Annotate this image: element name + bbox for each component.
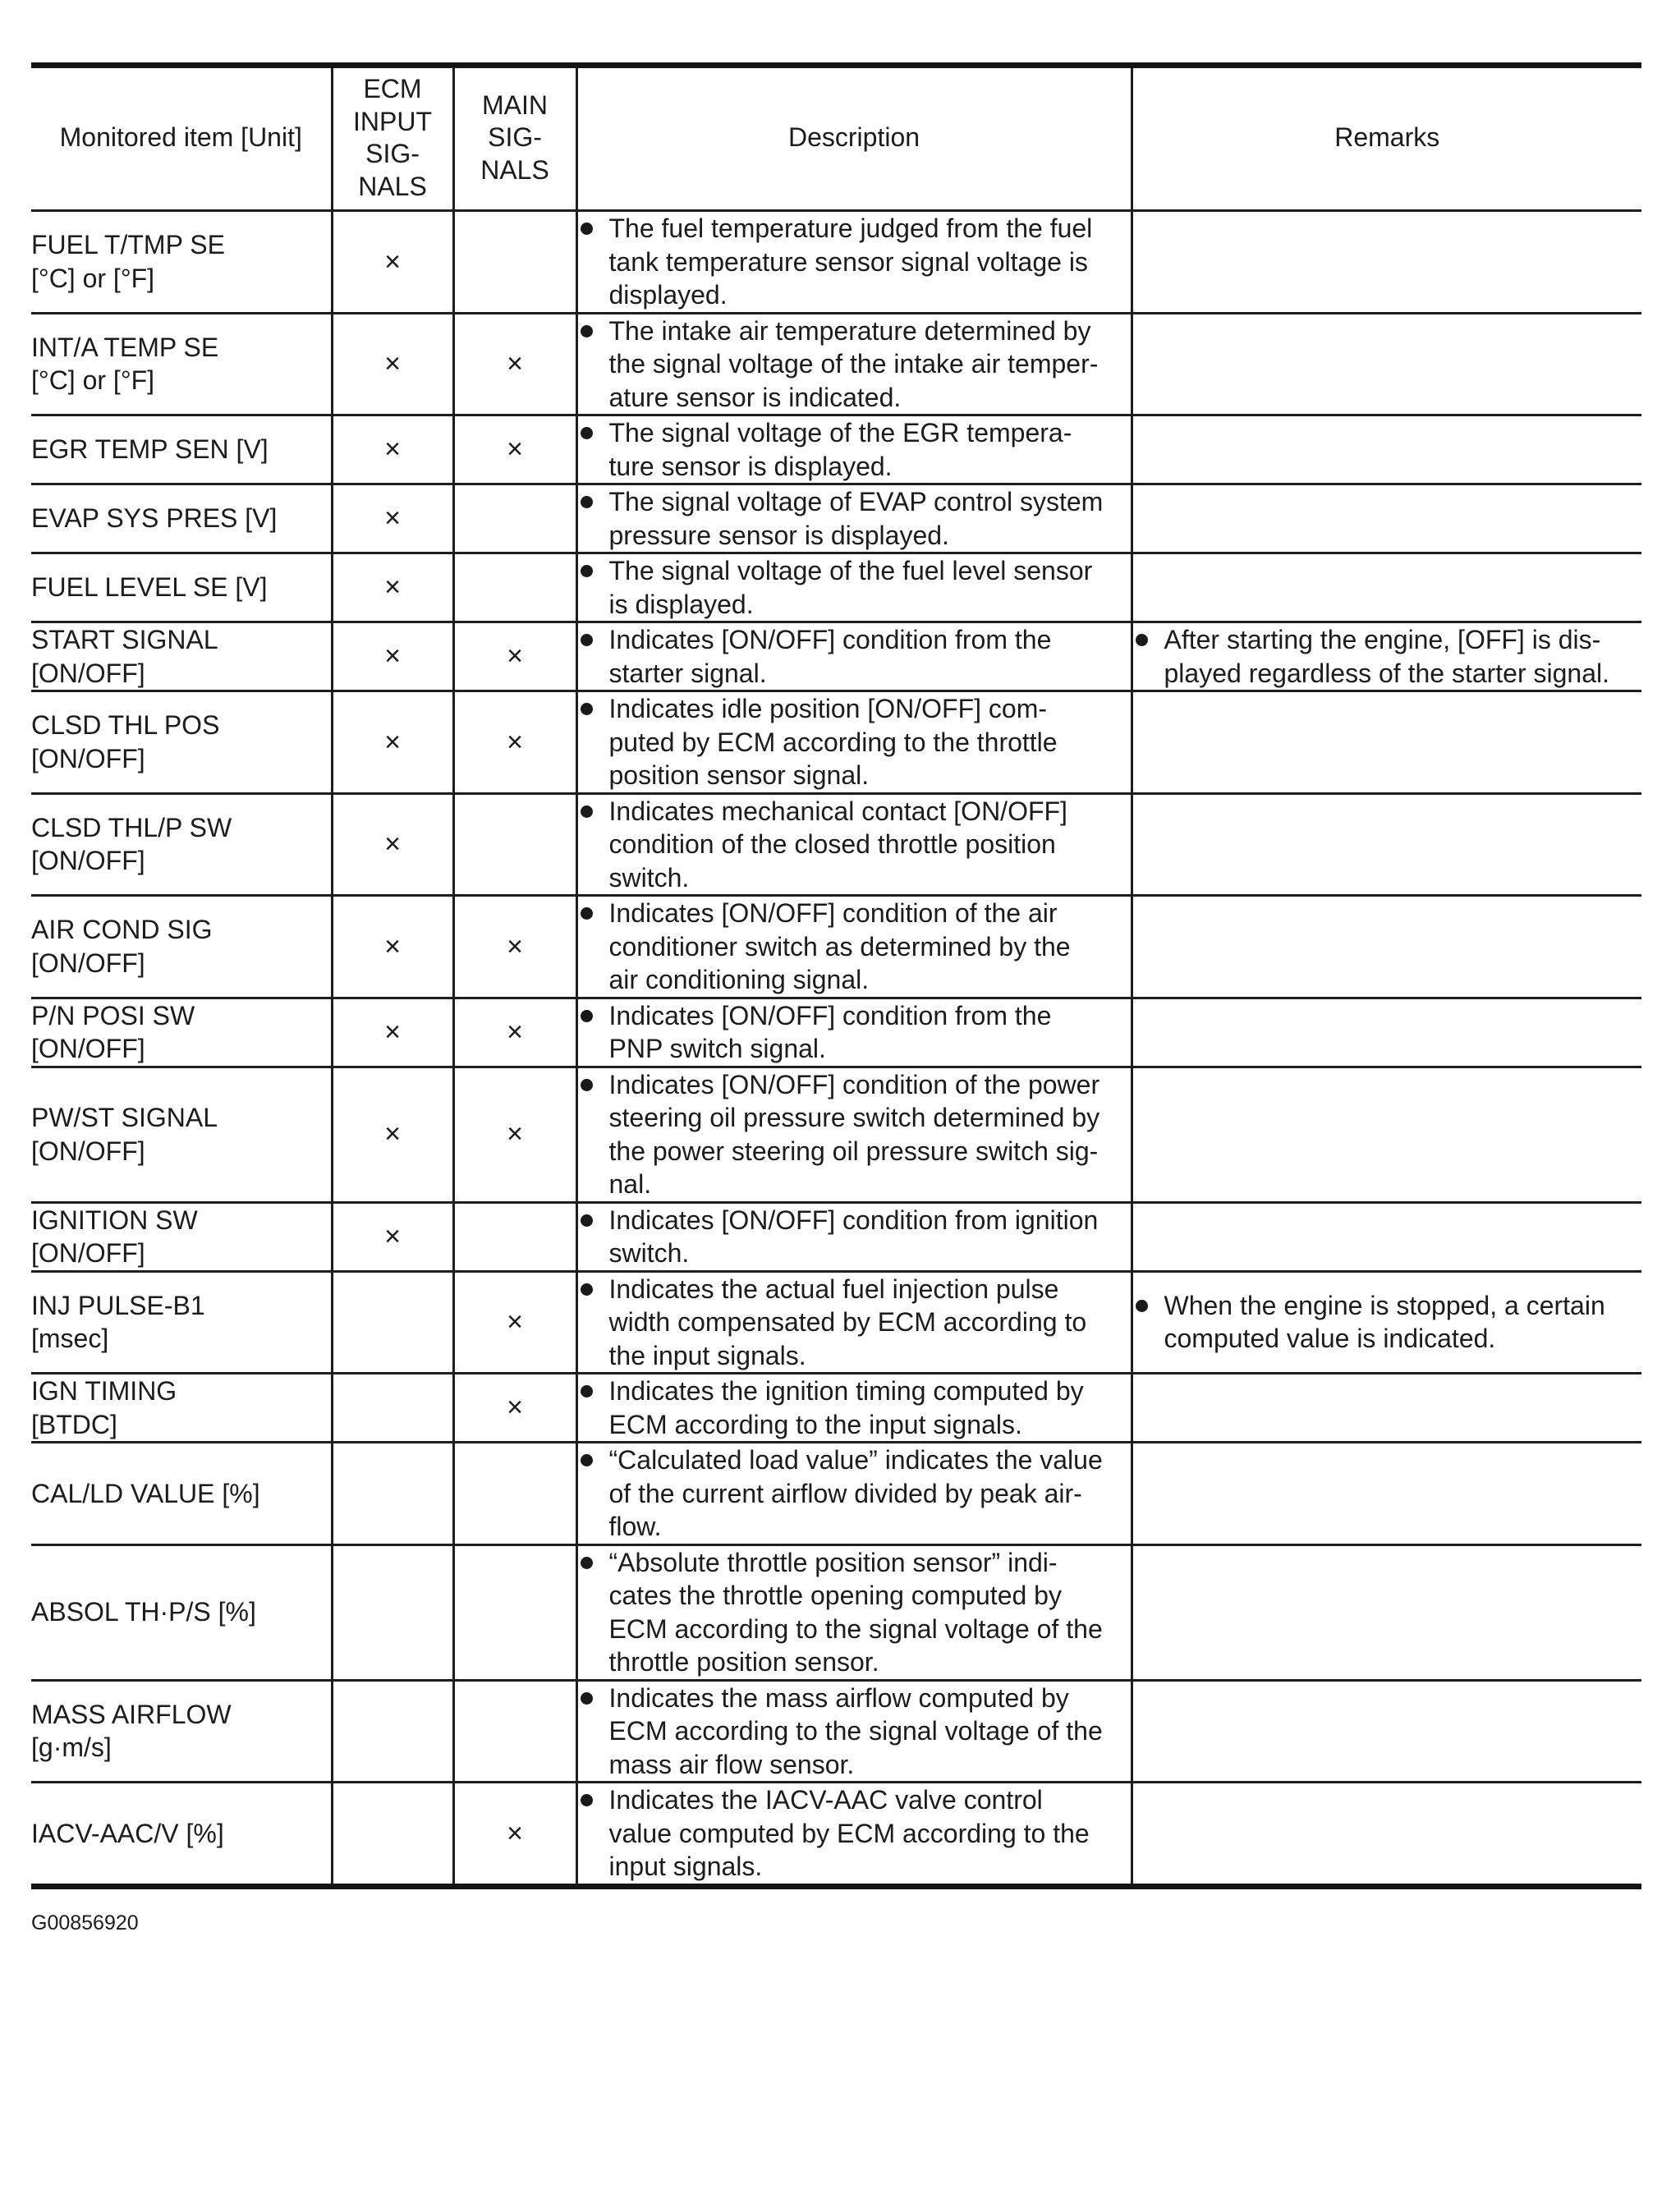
description-line: air conditioning signal. bbox=[608, 965, 870, 994]
cell-description bbox=[576, 1374, 1132, 1443]
description-bullet-item bbox=[578, 485, 1131, 552]
description-bullet-item bbox=[578, 1682, 1131, 1782]
bullet-dot bbox=[581, 1079, 593, 1091]
cell-ecm-input-signal bbox=[332, 998, 453, 1067]
main-signal-mark: × bbox=[507, 726, 523, 758]
cell-description bbox=[576, 896, 1132, 998]
description-line: Indicates the ignition timing computed by bbox=[608, 1376, 1084, 1406]
monitored-item-line: START SIGNAL bbox=[31, 625, 218, 654]
ecm-input-mark: × bbox=[384, 503, 401, 535]
description-line: Indicates [ON/OFF] condition from ignition bbox=[608, 1205, 1099, 1235]
description-line: “Absolute throttle position sensor” indi- bbox=[608, 1547, 1058, 1577]
description-line: of the current airflow divided by peak air- bbox=[608, 1478, 1082, 1508]
remarks-line: played regardless of the starter signal. bbox=[1164, 658, 1610, 688]
monitored-item-line: [°C] or [°F] bbox=[31, 263, 155, 293]
cell-description bbox=[576, 415, 1132, 484]
description-line: The signal voltage of the fuel level sensor bbox=[608, 556, 1093, 585]
cell-ecm-input-signal bbox=[332, 553, 453, 622]
bullet-dot bbox=[581, 805, 593, 818]
header-line: SIG- bbox=[365, 139, 420, 168]
cell-main-signal bbox=[453, 1067, 576, 1202]
cell-remarks bbox=[1132, 691, 1641, 794]
monitored-item-line: [ON/OFF] bbox=[31, 846, 145, 876]
bullet-dot bbox=[581, 1692, 593, 1705]
monitored-item-line: AIR COND SIG bbox=[31, 915, 213, 945]
bullet-dot bbox=[581, 1557, 593, 1569]
cell-main-signal bbox=[453, 1680, 576, 1783]
description-bullet-item bbox=[578, 554, 1131, 621]
bullet-dot bbox=[1136, 634, 1148, 646]
description-line: starter signal. bbox=[608, 658, 767, 688]
cell-ecm-input-signal bbox=[332, 793, 453, 896]
header-main-signals bbox=[453, 66, 576, 211]
description-line: switch. bbox=[608, 862, 690, 893]
cell-monitored-item bbox=[31, 998, 332, 1067]
cell-main-signal bbox=[453, 896, 576, 998]
ecm-input-mark: × bbox=[384, 1016, 401, 1048]
cell-description bbox=[576, 622, 1132, 691]
main-signal-mark: × bbox=[507, 348, 523, 379]
bullet-dot bbox=[581, 634, 593, 646]
cell-ecm-input-signal bbox=[332, 896, 453, 998]
cell-monitored-item bbox=[31, 1374, 332, 1443]
cell-ecm-input-signal bbox=[332, 1680, 453, 1783]
monitored-item-line: FUEL T/TMP SE bbox=[31, 230, 225, 260]
cell-remarks bbox=[1132, 415, 1641, 484]
bullet-dot bbox=[581, 1214, 593, 1227]
cell-main-signal bbox=[453, 211, 576, 314]
cell-ecm-input-signal bbox=[332, 1271, 453, 1374]
description-line: Indicates mechanical contact [ON/OFF] bbox=[608, 796, 1067, 826]
cell-remarks bbox=[1132, 1271, 1641, 1374]
cell-monitored-item bbox=[31, 553, 332, 622]
table-row bbox=[31, 1271, 1641, 1374]
description-bullet-item bbox=[578, 1443, 1131, 1544]
cell-monitored-item bbox=[31, 484, 332, 553]
monitored-item-line: [BTDC] bbox=[31, 1409, 117, 1439]
description-line: Indicates [ON/OFF] condition from the bbox=[608, 1000, 1052, 1030]
remarks-line: After starting the engine, [OFF] is dis- bbox=[1164, 625, 1601, 654]
cell-main-signal bbox=[453, 1783, 576, 1887]
description-line: the signal voltage of the intake air temper- bbox=[608, 349, 1099, 379]
description-line: pressure sensor is displayed. bbox=[608, 520, 949, 550]
description-line: “Calculated load value” indicates the value bbox=[608, 1445, 1103, 1475]
table-row bbox=[31, 1202, 1641, 1271]
header-monitored-item: Monitored item [Unit] bbox=[31, 66, 332, 211]
description-line: Indicates the IACV-AAC valve control bbox=[608, 1785, 1043, 1815]
cell-main-signal bbox=[453, 1374, 576, 1443]
remarks-line: computed value is indicated. bbox=[1164, 1324, 1496, 1354]
monitored-item-line: INJ PULSE-B1 bbox=[31, 1290, 205, 1320]
description-line: steering oil pressure switch determined by bbox=[608, 1103, 1100, 1132]
description-line: Indicates [ON/OFF] condition of the air bbox=[608, 898, 1058, 928]
cell-monitored-item bbox=[31, 313, 332, 415]
table-row bbox=[31, 1544, 1641, 1680]
monitored-item-line: [ON/OFF] bbox=[31, 1136, 145, 1166]
monitored-item-line: CAL/LD VALUE [%] bbox=[31, 1478, 260, 1508]
description-bullet-item bbox=[578, 1273, 1131, 1373]
ecm-input-mark: × bbox=[384, 571, 401, 603]
monitored-item-line: IGN TIMING bbox=[31, 1376, 177, 1406]
ecm-input-mark: × bbox=[384, 828, 401, 860]
cell-ecm-input-signal bbox=[332, 484, 453, 553]
monitored-items-table bbox=[31, 62, 1641, 1889]
table-body bbox=[31, 211, 1641, 1887]
description-line: switch. bbox=[608, 1238, 690, 1268]
table-row bbox=[31, 622, 1641, 691]
description-bullet-item bbox=[578, 897, 1131, 997]
cell-main-signal bbox=[453, 1544, 576, 1680]
cell-description bbox=[576, 313, 1132, 415]
ecm-input-mark: × bbox=[384, 1220, 401, 1252]
cell-remarks bbox=[1132, 1544, 1641, 1680]
monitored-item-line: PW/ST SIGNAL bbox=[31, 1103, 218, 1132]
cell-main-signal bbox=[453, 415, 576, 484]
header-ecm-input-signals bbox=[332, 66, 453, 211]
cell-ecm-input-signal bbox=[332, 1067, 453, 1202]
monitored-item-line: MASS AIRFLOW bbox=[31, 1699, 232, 1729]
description-bullet-item bbox=[578, 1546, 1131, 1679]
cell-main-signal bbox=[453, 484, 576, 553]
cell-remarks bbox=[1132, 1783, 1641, 1887]
cell-monitored-item bbox=[31, 1544, 332, 1680]
cell-monitored-item bbox=[31, 622, 332, 691]
description-line: Indicates idle position [ON/OFF] com- bbox=[608, 694, 1048, 723]
header-line: NALS bbox=[480, 154, 549, 185]
cell-description bbox=[576, 998, 1132, 1067]
main-signal-mark: × bbox=[507, 930, 523, 962]
monitored-item-line: ABSOL TH·P/S [%] bbox=[31, 1597, 256, 1627]
description-line: conditioner switch as determined by the bbox=[608, 931, 1071, 961]
cell-remarks bbox=[1132, 313, 1641, 415]
cell-description bbox=[576, 1783, 1132, 1887]
description-line: ECM according to the signal voltage of the bbox=[608, 1716, 1103, 1746]
monitored-item-line: EVAP SYS PRES [V] bbox=[31, 503, 278, 534]
bullet-dot bbox=[581, 325, 593, 337]
main-signal-mark: × bbox=[507, 434, 523, 466]
cell-main-signal bbox=[453, 793, 576, 896]
ecm-input-mark: × bbox=[384, 1118, 401, 1150]
description-line: Indicates the mass airflow computed by bbox=[608, 1682, 1069, 1713]
table-row bbox=[31, 896, 1641, 998]
table-row bbox=[31, 313, 1641, 415]
cell-description bbox=[576, 1067, 1132, 1202]
cell-ecm-input-signal bbox=[332, 1202, 453, 1271]
bullet-dot bbox=[581, 703, 593, 715]
monitored-item-line: [ON/OFF] bbox=[31, 948, 145, 978]
cell-remarks bbox=[1132, 896, 1641, 998]
cell-monitored-item bbox=[31, 793, 332, 896]
header-description: Description bbox=[576, 66, 1132, 211]
cell-description bbox=[576, 1544, 1132, 1680]
cell-main-signal bbox=[453, 691, 576, 794]
description-line: ture sensor is displayed. bbox=[608, 451, 893, 481]
description-line: width compensated by ECM according to bbox=[608, 1307, 1087, 1337]
description-bullet-item bbox=[578, 1374, 1131, 1441]
header-line: MAIN bbox=[482, 89, 548, 120]
description-line: is displayed. bbox=[608, 589, 754, 619]
description-line: ECM according to the input signals. bbox=[608, 1409, 1022, 1439]
monitored-item-line: [ON/OFF] bbox=[31, 658, 145, 688]
description-line: value computed by ECM according to the bbox=[608, 1818, 1090, 1848]
table-row bbox=[31, 415, 1641, 484]
cell-description bbox=[576, 484, 1132, 553]
cell-remarks bbox=[1132, 1067, 1641, 1202]
description-line: mass air flow sensor. bbox=[608, 1749, 855, 1779]
description-line: Indicates the actual fuel injection pulse bbox=[608, 1274, 1059, 1304]
monitored-item-line: IACV-AAC/V [%] bbox=[31, 1818, 224, 1848]
cell-main-signal bbox=[453, 998, 576, 1067]
ecm-input-mark: × bbox=[384, 640, 401, 672]
bullet-dot bbox=[581, 427, 593, 439]
header-line: INPUT bbox=[353, 106, 432, 136]
monitored-item-line: [ON/OFF] bbox=[31, 743, 145, 773]
cell-description bbox=[576, 211, 1132, 314]
description-line: position sensor signal. bbox=[608, 760, 870, 790]
description-line: Indicates [ON/OFF] condition from the bbox=[608, 625, 1052, 654]
description-bullet-item bbox=[578, 692, 1131, 792]
cell-description bbox=[576, 1271, 1132, 1374]
cell-ecm-input-signal bbox=[332, 1443, 453, 1545]
description-line: flow. bbox=[608, 1512, 662, 1541]
cell-remarks bbox=[1132, 793, 1641, 896]
monitored-item-line: [msec] bbox=[31, 1324, 109, 1354]
cell-monitored-item bbox=[31, 1067, 332, 1202]
description-line: the power steering oil pressure switch sig- bbox=[608, 1136, 1099, 1166]
cell-ecm-input-signal bbox=[332, 1783, 453, 1887]
cell-remarks bbox=[1132, 484, 1641, 553]
remarks-bullet-item bbox=[1133, 1289, 1642, 1356]
description-bullet-item bbox=[578, 1204, 1131, 1270]
cell-remarks bbox=[1132, 1680, 1641, 1783]
description-bullet-item bbox=[578, 1783, 1131, 1884]
ecm-input-mark: × bbox=[384, 930, 401, 962]
monitored-item-line: P/N POSI SW bbox=[31, 1000, 195, 1030]
cell-remarks bbox=[1132, 1374, 1641, 1443]
table-row bbox=[31, 553, 1641, 622]
description-line: displayed. bbox=[608, 280, 728, 310]
cell-main-signal bbox=[453, 1202, 576, 1271]
cell-main-signal bbox=[453, 1443, 576, 1545]
cell-remarks bbox=[1132, 622, 1641, 691]
cell-monitored-item bbox=[31, 1271, 332, 1374]
description-bullet-item bbox=[578, 212, 1131, 312]
cell-description bbox=[576, 1202, 1132, 1271]
remarks-line: When the engine is stopped, a certain bbox=[1164, 1290, 1605, 1320]
cell-ecm-input-signal bbox=[332, 313, 453, 415]
description-line: the input signals. bbox=[608, 1340, 806, 1370]
cell-main-signal bbox=[453, 313, 576, 415]
monitored-item-line: [ON/OFF] bbox=[31, 1034, 145, 1063]
description-line: The signal voltage of the EGR tempera- bbox=[608, 418, 1072, 447]
description-bullet-item bbox=[578, 623, 1131, 690]
description-line: input signals. bbox=[608, 1852, 763, 1881]
remarks-bullet-item bbox=[1133, 623, 1642, 690]
ecm-input-mark: × bbox=[384, 246, 401, 278]
description-line: PNP switch signal. bbox=[608, 1034, 826, 1063]
cell-main-signal bbox=[453, 1271, 576, 1374]
cell-remarks bbox=[1132, 1202, 1641, 1271]
cell-ecm-input-signal bbox=[332, 1374, 453, 1443]
cell-monitored-item bbox=[31, 691, 332, 794]
table-row bbox=[31, 1680, 1641, 1783]
document-sheet bbox=[31, 62, 1641, 1935]
ecm-input-mark: × bbox=[384, 348, 401, 379]
table-row bbox=[31, 1443, 1641, 1545]
monitored-item-line: [ON/OFF] bbox=[31, 1238, 145, 1268]
description-line: puted by ECM according to the throttle bbox=[608, 727, 1058, 757]
table-row bbox=[31, 998, 1641, 1067]
monitored-item-line: INT/A TEMP SE bbox=[31, 332, 219, 362]
cell-main-signal bbox=[453, 553, 576, 622]
header-remarks: Remarks bbox=[1132, 66, 1641, 211]
description-bullet-item bbox=[578, 416, 1131, 483]
cell-ecm-input-signal bbox=[332, 622, 453, 691]
main-signal-mark: × bbox=[507, 1306, 523, 1338]
cell-monitored-item bbox=[31, 1443, 332, 1545]
cell-monitored-item bbox=[31, 1680, 332, 1783]
monitored-item-line: CLSD THL POS bbox=[31, 710, 220, 741]
description-line: tank temperature sensor signal voltage is bbox=[608, 246, 1088, 277]
monitored-item-line: FUEL LEVEL SE [V] bbox=[31, 572, 268, 603]
ecm-input-mark: × bbox=[384, 434, 401, 466]
cell-description bbox=[576, 1680, 1132, 1783]
description-line: throttle position sensor. bbox=[608, 1647, 879, 1677]
monitored-item-line: [°C] or [°F] bbox=[31, 365, 155, 396]
cell-monitored-item bbox=[31, 415, 332, 484]
bullet-dot bbox=[581, 1385, 593, 1397]
table-row bbox=[31, 691, 1641, 794]
bullet-dot bbox=[581, 1283, 593, 1296]
bullet-dot bbox=[581, 1794, 593, 1806]
cell-remarks bbox=[1132, 1443, 1641, 1545]
cell-ecm-input-signal bbox=[332, 691, 453, 794]
table-row bbox=[31, 793, 1641, 896]
main-signal-mark: × bbox=[507, 1817, 523, 1849]
bullet-dot bbox=[581, 907, 593, 920]
description-bullet-item bbox=[578, 795, 1131, 895]
monitored-item-line: [g·m/s] bbox=[31, 1732, 112, 1763]
cell-monitored-item bbox=[31, 211, 332, 314]
description-line: condition of the closed throttle position bbox=[608, 829, 1056, 859]
cell-remarks bbox=[1132, 553, 1641, 622]
cell-remarks bbox=[1132, 998, 1641, 1067]
cell-description bbox=[576, 793, 1132, 896]
main-signal-mark: × bbox=[507, 1118, 523, 1150]
cell-monitored-item bbox=[31, 1202, 332, 1271]
description-bullet-item bbox=[578, 1068, 1131, 1201]
table-header-row bbox=[31, 66, 1641, 211]
description-line: nal. bbox=[608, 1169, 652, 1199]
description-line: cates the throttle opening computed by bbox=[608, 1581, 1062, 1610]
cell-description bbox=[576, 553, 1132, 622]
bullet-dot bbox=[581, 496, 593, 508]
cell-ecm-input-signal bbox=[332, 1544, 453, 1680]
main-signal-mark: × bbox=[507, 1392, 523, 1424]
bullet-dot bbox=[581, 1454, 593, 1466]
bullet-dot bbox=[1136, 1300, 1148, 1312]
table-row bbox=[31, 1067, 1641, 1202]
bullet-dot bbox=[581, 565, 593, 577]
description-bullet-item bbox=[578, 999, 1131, 1066]
description-line: Indicates [ON/OFF] condition of the power bbox=[608, 1069, 1100, 1099]
cell-monitored-item bbox=[31, 896, 332, 998]
cell-description bbox=[576, 1443, 1132, 1545]
table-row bbox=[31, 1783, 1641, 1887]
ecm-input-mark: × bbox=[384, 726, 401, 758]
cell-description bbox=[576, 691, 1132, 794]
table-row bbox=[31, 211, 1641, 314]
table-row bbox=[31, 484, 1641, 553]
description-line: ature sensor is indicated. bbox=[608, 382, 902, 412]
monitored-item-line: IGNITION SW bbox=[31, 1205, 198, 1235]
bullet-dot bbox=[581, 1010, 593, 1022]
cell-ecm-input-signal bbox=[332, 211, 453, 314]
description-bullet-item bbox=[578, 314, 1131, 415]
cell-ecm-input-signal bbox=[332, 415, 453, 484]
main-signal-mark: × bbox=[507, 640, 523, 672]
description-line: ECM according to the signal voltage of the bbox=[608, 1613, 1103, 1644]
header-line: SIG- bbox=[488, 122, 542, 153]
cell-monitored-item bbox=[31, 1783, 332, 1887]
main-signal-mark: × bbox=[507, 1016, 523, 1048]
document-code: G00856920 bbox=[31, 1911, 139, 1934]
description-line: The fuel temperature judged from the fuel bbox=[608, 213, 1093, 243]
bullet-dot bbox=[581, 223, 593, 235]
monitored-item-line: EGR TEMP SEN [V] bbox=[31, 434, 269, 465]
cell-main-signal bbox=[453, 622, 576, 691]
monitored-item-line: CLSD THL/P SW bbox=[31, 812, 232, 842]
header-line: NALS bbox=[358, 171, 427, 201]
table-row bbox=[31, 1374, 1641, 1443]
cell-remarks bbox=[1132, 211, 1641, 314]
description-line: The intake air temperature determined by bbox=[608, 315, 1091, 346]
description-line: The signal voltage of EVAP control system bbox=[608, 487, 1104, 516]
header-line: ECM bbox=[363, 74, 422, 103]
